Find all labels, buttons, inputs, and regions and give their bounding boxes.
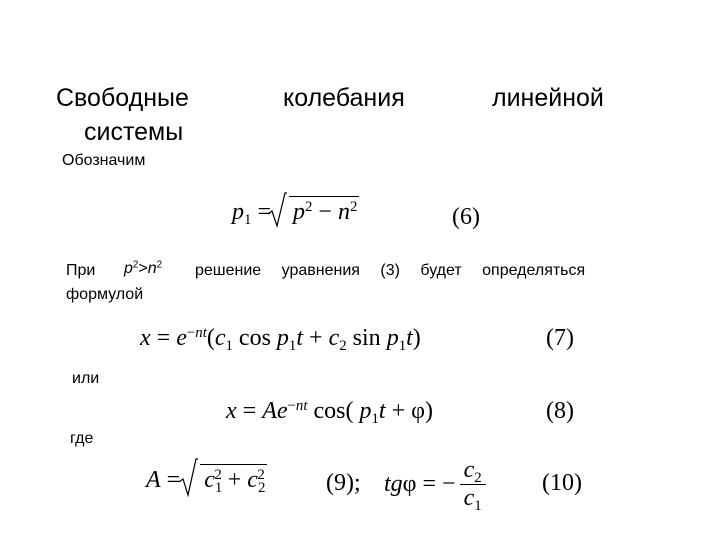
- equation-number-7: (7): [546, 325, 574, 351]
- equation-6: $p_1$ = $p^2 - n^2$: [232, 196, 359, 226]
- text-or: или: [72, 370, 100, 387]
- title-word-1: Свободные: [56, 84, 189, 112]
- text-denote: Обозначим: [62, 152, 146, 169]
- radical-sign: [267, 192, 287, 230]
- equation-number-6: (6): [452, 204, 480, 230]
- text-solution: решение уравнения (3) будет определяться: [195, 262, 586, 279]
- fraction-c2-over-c1: $\frac{c_2}{c_1}$: [460, 458, 486, 511]
- condition-p-gt-n: $p^2>n^2$: [124, 259, 163, 277]
- equation-number-9: (9);: [326, 470, 361, 496]
- title-word-2: колебания: [283, 84, 405, 112]
- equation-number-8: (8): [546, 398, 574, 424]
- text-when-prefix: При: [66, 262, 96, 279]
- title-word-4: системы: [84, 118, 184, 146]
- equation-number-10: (10): [542, 470, 582, 496]
- radical-sign: [178, 458, 198, 498]
- equation-10: tgφ = − $\frac{c_2}{c_1}$: [384, 458, 486, 511]
- equation-7: $x = e^{-nt}(c_1$ $\cos p_1t + c_2$ $\sin p_1t$): [140, 324, 421, 355]
- title-word-3: линейной: [492, 84, 604, 112]
- equation-8: $x = Ae^{-nt}$ cos( $p_1t + \varphi$): [226, 397, 433, 428]
- equation-9: A = $c_1^2 + c_2^2$: [146, 464, 267, 494]
- text-where: где: [70, 430, 94, 447]
- text-formula-word: формулой: [66, 286, 144, 303]
